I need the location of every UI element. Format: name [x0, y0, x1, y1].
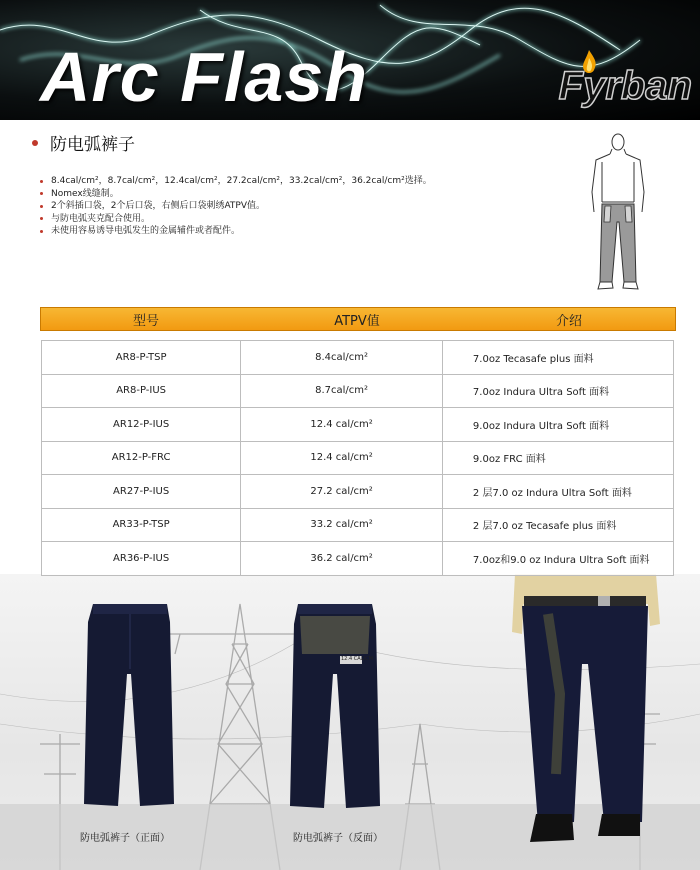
bullet-icon — [40, 180, 43, 183]
cell-description: 2 层7.0 oz Indura Ultra Soft 面料 — [442, 475, 673, 509]
column-header-model: 型号 — [132, 313, 159, 329]
cell-description: 7.0oz和9.0 oz Indura Ultra Soft 面料 — [442, 542, 673, 576]
list-item: 8.4cal/cm²，8.7cal/cm²，12.4cal/cm²，27.2cal/cm²，33.2cal/cm²，36.2cal/cm²选择。 — [40, 175, 432, 188]
cell-atpv: 36.2 cal/cm² — [241, 542, 443, 576]
transmission-tower-graphic — [0, 574, 700, 870]
header-banner — [0, 0, 700, 120]
bullet-icon — [40, 192, 43, 195]
cell-atpv: 33.2 cal/cm² — [241, 508, 443, 542]
photo-scene — [0, 574, 700, 870]
table-row — [42, 441, 674, 475]
model-photo — [512, 574, 660, 842]
table-header — [40, 307, 676, 331]
cell-model: AR27-P-IUS — [42, 475, 241, 509]
product-heading — [32, 130, 135, 155]
brand-logo: Fyrban — [558, 64, 692, 108]
cell-atpv: 27.2 cal/cm² — [241, 475, 443, 509]
pants-figure-icon — [588, 132, 648, 297]
table-row — [42, 508, 674, 542]
cell-description: 9.0oz FRC 面料 — [442, 441, 673, 475]
back-pants-photo — [290, 604, 380, 808]
feature-list — [40, 175, 432, 238]
list-item: 与防电弧夹克配合使用。 — [40, 213, 432, 226]
bullet-icon — [40, 205, 43, 208]
cell-description: 9.0oz Indura Ultra Soft 面料 — [442, 408, 673, 442]
cell-model: AR8-P-IUS — [42, 374, 241, 408]
front-pants-photo — [84, 604, 174, 806]
cell-model: AR12-P-FRC — [42, 441, 241, 475]
table-row — [42, 341, 674, 375]
heading-bullet-icon — [32, 140, 38, 146]
table-row — [42, 374, 674, 408]
back-caption: 防电弧裤子（反面） — [293, 833, 383, 844]
cell-model: AR8-P-TSP — [42, 341, 241, 375]
column-header-atpv: ATPV值 — [334, 313, 380, 329]
cell-description: 2 层7.0 oz Tecasafe plus 面料 — [442, 508, 673, 542]
table-row — [42, 475, 674, 509]
cell-description: 7.0oz Tecasafe plus 面料 — [442, 341, 673, 375]
back-embroidery-label: 12.4 CAL/CM — [341, 656, 373, 662]
cell-atpv: 8.7cal/cm² — [241, 374, 443, 408]
table-row — [42, 408, 674, 442]
product-title: 防电弧裤子 — [50, 135, 135, 155]
cell-model: AR12-P-IUS — [42, 408, 241, 442]
cell-description: 7.0oz Indura Ultra Soft 面料 — [442, 374, 673, 408]
cell-atpv: 12.4 cal/cm² — [241, 408, 443, 442]
cell-model: AR33-P-TSP — [42, 508, 241, 542]
bullet-icon — [40, 217, 43, 220]
table-row — [42, 542, 674, 576]
column-header-description: 介绍 — [555, 313, 582, 329]
banner-title: Arc Flash — [40, 38, 368, 116]
cell-atpv: 12.4 cal/cm² — [241, 441, 443, 475]
list-item: Nomex线缝制。 — [40, 188, 432, 201]
bullet-icon — [40, 230, 43, 233]
list-item: 未使用容易诱导电弧发生的金属辅件或者配件。 — [40, 225, 432, 238]
front-caption: 防电弧裤子（正面） — [80, 833, 170, 844]
list-item: 2个斜插口袋，2个后口袋，右侧后口袋刺绣ATPV值。 — [40, 200, 432, 213]
cell-atpv: 8.4cal/cm² — [241, 341, 443, 375]
spec-table — [41, 340, 674, 576]
cell-model: AR36-P-IUS — [42, 542, 241, 576]
